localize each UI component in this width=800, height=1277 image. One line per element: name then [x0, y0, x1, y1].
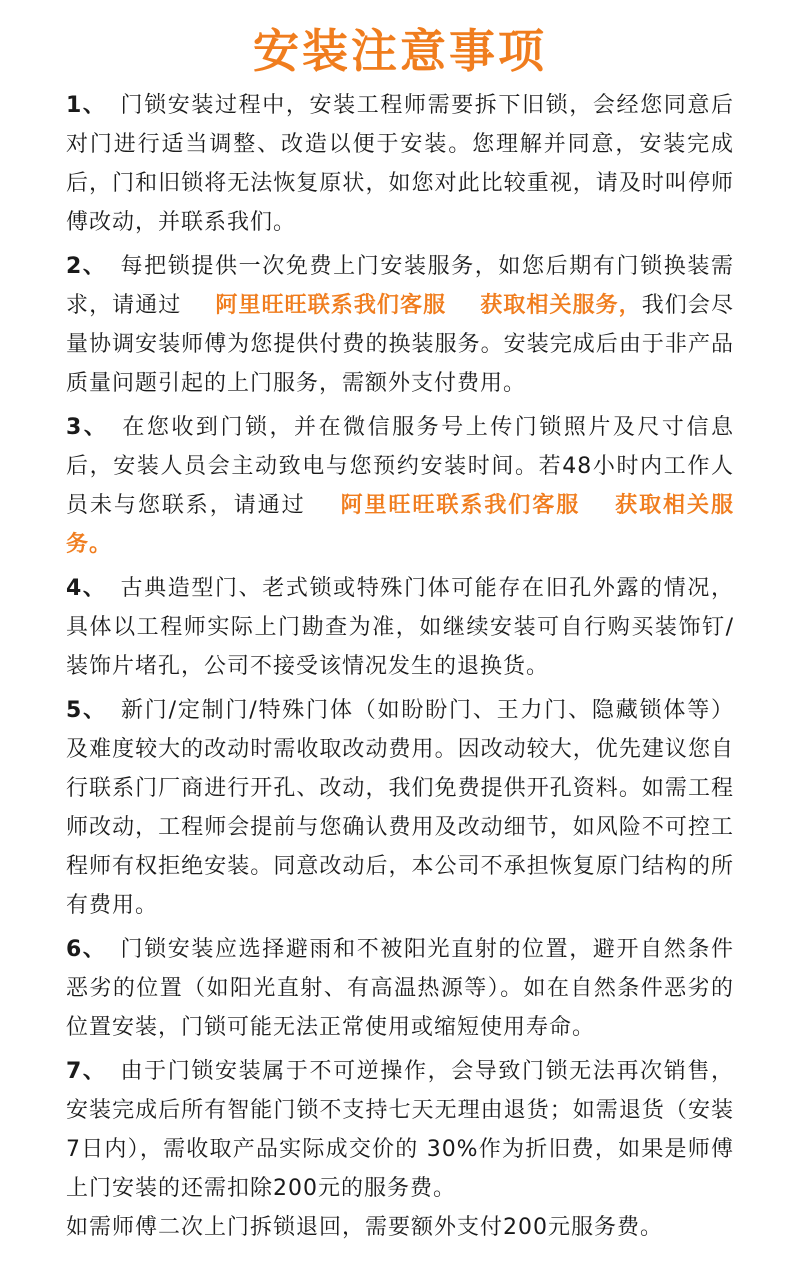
item-number: 7、 — [66, 1059, 107, 1084]
item-text: 门锁安装过程中，安装工程师需要拆下旧锁，会经您同意后对门进行适当调整、改造以便于安装。您理解并同意，安装完成后，门和旧锁将无法恢复原状，如您对此比较重视，请及时叫停师傅改动，并联系我们。 — [66, 93, 734, 235]
item-text-before: 每把锁提供一次免费上门安装服务，如您后期有门锁换装需求，请通过 — [66, 254, 734, 318]
notice-item-6 — [66, 930, 734, 1047]
item-number: 1、 — [66, 93, 107, 118]
item-number: 2、 — [66, 254, 107, 279]
item-number: 4、 — [66, 576, 107, 601]
item-number: 3、 — [66, 415, 109, 440]
contact-service-link: 阿里旺旺联系我们客服 — [339, 493, 581, 518]
item-number: 6、 — [66, 937, 107, 962]
get-service-highlight: 获取相关服务。 — [66, 493, 734, 557]
item-number: 5、 — [66, 698, 107, 723]
notice-item-5 — [66, 691, 734, 925]
footer-note: 如需师傅二次上门拆锁退回，需要额外支付200元服务费。 — [66, 1215, 663, 1240]
item-text: 新门/定制门/特殊门体（如盼盼门、王力门、隐藏锁体等）及难度较大的改动时需收取改动费用。因改动较大，优先建议您自行联系门厂商进行开孔、改动，我们免费提供开孔资料。如需工程师改动，工程师会提前与您确认费用及改动细节，如风险不可控工程师有权拒绝安装。同意改动后，本公司不承担恢复原门结构的所有费用。 — [66, 698, 735, 918]
notice-item-2 — [66, 247, 734, 403]
item-text: 门锁安装应选择避雨和不被阳光直射的位置，避开自然条件恶劣的位置（如阳光直射、有高温热源等）。如在自然条件恶劣的位置安装，门锁可能无法正常使用或缩短使用寿命。 — [66, 937, 734, 1040]
notice-item-4 — [66, 569, 734, 686]
notice-list — [66, 86, 734, 1247]
notice-item-7 — [66, 1052, 734, 1208]
item-text: 由于门锁安装属于不可逆操作，会导致门锁无法再次销售，安装完成后所有智能门锁不支持七天无理由退货；如需退货（安装7日内），需收取产品实际成交价的 30%作为折旧费，如果是师傅上门安装的还需扣除200元的服务费。 — [66, 1059, 734, 1201]
page-title: 安装注意事项 — [253, 24, 547, 78]
contact-service-link: 阿里旺旺联系我们客服 — [215, 293, 447, 318]
item-text-after: 我们会尽量协调安装师傅为您提供付费的换装服务。安装完成后由于非产品质量问题引起的上门服务，需额外支付费用。 — [66, 293, 734, 396]
item-text: 古典造型门、老式锁或特殊门体可能存在旧孔外露的情况，具体以工程师实际上门勘查为准，如继续安装可自行购买装饰钉/装饰片堵孔，公司不接受该情况发生的退换货。 — [66, 576, 734, 679]
notice-item-1 — [66, 86, 734, 242]
get-service-highlight: 获取相关服务， — [480, 293, 642, 318]
item-text-before: 在您收到门锁，并在微信服务号上传门锁照片及尺寸信息后，安装人员会主动致电与您预约安装时间。若48小时内工作人员未与您联系，请通过 — [66, 415, 734, 518]
notice-item-3 — [66, 408, 734, 564]
